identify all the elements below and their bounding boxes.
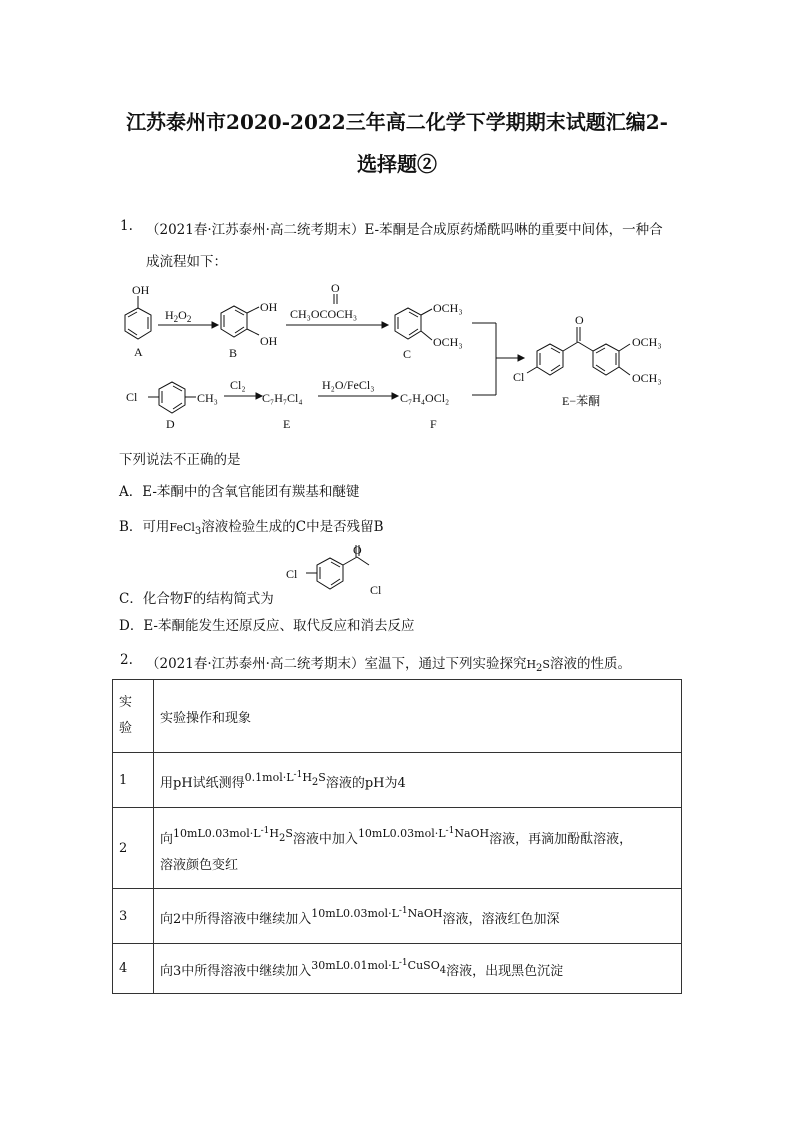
e-label: E: [283, 417, 291, 431]
q2-number: 2.: [120, 652, 133, 668]
q1-option-d: D．E-苯酮能发生还原反应、取代反应和消去反应: [119, 618, 415, 634]
reagent-cl2: Cl₂: [230, 378, 246, 392]
header-col-operation: 实验操作和现象: [154, 680, 682, 753]
b-oh1: OH: [260, 300, 278, 314]
reagent-h2o2: $H_2O_2$: [165, 308, 192, 324]
experiment-table: [112, 679, 682, 994]
row-2-text: 向$^{10mL0.03mol\cdot L-1H2S}$溶液中加入$^{10mL0.03mol\cdot L-1NaOH}$溶液，再滴加酚酞溶液， 溶液颜色变红: [154, 808, 682, 889]
a-oh: OH: [132, 283, 150, 297]
e-o: O: [575, 313, 584, 327]
row-4-text: 向3中所得溶液中继续加入$^{30mL0.01mol\cdot L-1CuSO4}$溶液，出现黑色沉淀: [154, 944, 682, 994]
row-3-text: 向2中所得溶液中继续加入$^{10mL0.03mol\cdot L-1NaOH}$溶液，溶液红色加深: [154, 889, 682, 944]
c-och3-2: OCH₃: [433, 335, 463, 349]
q1-number: 1.: [120, 218, 133, 234]
q2-stem: （2021春·江苏泰州·高二统考期末）室温下，通过下列实验探究$H_2S$溶液的性质。: [146, 656, 631, 674]
d-cl: Cl: [126, 390, 138, 404]
e-cl: Cl: [513, 370, 525, 384]
f-label: F: [430, 417, 437, 431]
reagent-2: CH₃OCOCH₃: [290, 307, 358, 321]
product-label: E−苯酮: [562, 394, 601, 408]
e-och3-1: OCH₃: [632, 335, 662, 349]
table-row: 3 向2中所得溶液中继续加入$^{10mL0.03mol\cdot L-1NaOH}$溶液，溶液红色加深: [113, 889, 682, 944]
c-och3-1: OCH₃: [433, 301, 463, 315]
f-formula: C₇H₄OCl₂: [400, 391, 450, 405]
b-oh2: OH: [260, 334, 278, 348]
table-header-row: [113, 680, 682, 753]
ring-c: [395, 308, 421, 339]
q1-option-c: C．化合物F的结构简式为: [119, 591, 274, 607]
option-c-cl2: Cl: [370, 583, 382, 597]
reagent-carbonyl-o: O: [331, 281, 340, 295]
table-row: 2 向$^{10mL0.03mol\cdot L-1H2S}$溶液中加入$^{10mL0.03mol\cdot L-1NaOH}$溶液，再滴加酚酞溶液， 溶液颜色变红: [113, 808, 682, 889]
option-c-cl1: Cl: [286, 567, 298, 581]
q1-option-b: B．可用FeCl$_3$溶液检验生成的C中是否残留B: [119, 519, 384, 537]
doc-title-line1: 江苏泰州市2020-2022三年高二化学下学期期末试题汇编2-: [126, 110, 668, 134]
q1-stem-line1: （2021春·江苏泰州·高二统考期末）E-苯酮是合成原药烯酰吗啉的重要中间体，一种合: [146, 222, 663, 238]
a-label: A: [134, 345, 143, 359]
q1-option-a: A．E-苯酮中的含氧官能团有羰基和醚键: [119, 484, 360, 500]
table-row: 4 向3中所得溶液中继续加入$^{30mL0.01mol\cdot L-1CuSO4}$溶液，出现黑色沉淀: [113, 944, 682, 994]
e-och3-2: OCH₃: [632, 371, 662, 385]
d-label: D: [166, 417, 175, 431]
c-label: C: [403, 347, 412, 361]
q1-stem-line2: 成流程如下：: [146, 254, 227, 270]
ring-b: [221, 306, 247, 337]
ring-d: [159, 382, 185, 413]
ring-a: [125, 308, 151, 339]
reagent-4: H₂O/FeCl₃: [322, 378, 375, 392]
q1-question: 下列说法不正确的是: [119, 452, 241, 468]
doc-title-line2: 选择题②: [357, 152, 437, 176]
b-label: B: [229, 346, 238, 360]
table-row: 1 用pH试纸测得$^{0.1mol\cdot L-1H2S}$溶液的pH为4: [113, 753, 682, 808]
reaction-scheme: [110, 278, 690, 438]
row-1-text: 用pH试纸测得$^{0.1mol\cdot L-1H2S}$溶液的pH为4: [154, 753, 682, 808]
option-c-o: O: [353, 543, 362, 557]
ring-e2: [593, 344, 619, 375]
header-col-experiment: 实 验: [113, 680, 154, 753]
ring-e1: [537, 344, 563, 375]
option-c-structure: [282, 542, 392, 600]
e-formula: C₇H₇Cl₄: [262, 391, 303, 405]
d-ch3: CH₃: [197, 391, 218, 405]
